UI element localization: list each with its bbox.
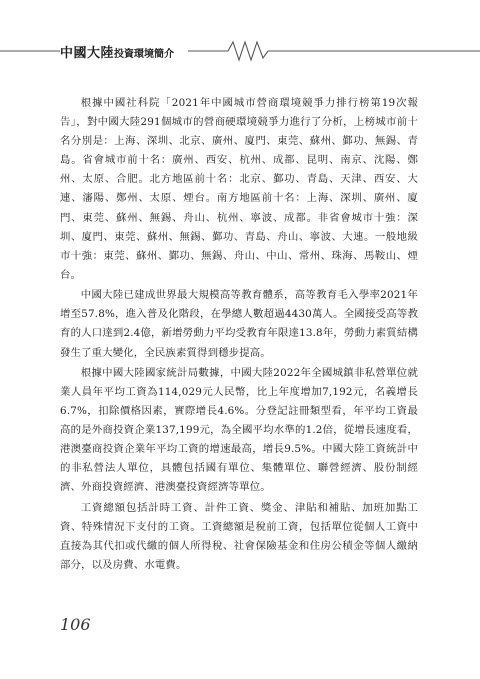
paragraph-city-ranking: 根據中國社科院「2021年中國城市營商環境競爭力排行榜第19次報告」，對中國大陸291個城市的營商硬環境競爭力進行了分析，上榜城市前十名分別是：上海、深圳、北京、廣州、廈門、東莞、蘇州、鄞功、無錫、青島。省會城市前十名：廣州、西安、杭州、成都、昆明、南京、沈陽、鄭州、太原、合肥。北方地區前十名：北京、鄞功、青島、天津、西安、大連、瀋陽、鄭州、太原、煙台。南方地區前十名：上海、深圳、廣州、廈門、東莞、蘇州、無錫、舟山、杭州、寧波、成都。非省會城市十強：深圳、廈門、東莞、蘇州、無錫、鄞功、青島、舟山、寧波、大連。一般地級市十強：東莞、蘇州、鄞功、無錫、舟山、中山、常州、珠海、馬鞍山、煙台。 <box>60 97 418 281</box>
running-header <box>0 36 480 64</box>
header-title-main: 中國大陸 <box>60 46 115 61</box>
paragraph-wages: 根據中國大陸國家統計局數據，中國大陸2022年全國城鎮非私營單位就業人員年平均工資為114,029元人民幣，比上年度增加7,192元，名義增長6.7%，扣除價格因素，實際增長4.6%。分登記註冊類型看，年平均工資最高的是外商投資企業137,199元，為全國平均水準的1.2倍，從增長速度看，港澳臺商投資企業年平均工資的增速最高，增長9.5%。中國大陸工資統計中的非私營法人單位，具體包括國有單位、集體單位、聯營經濟、股份制經濟、外商投資經濟、港澳臺投資經濟等單位。 <box>60 366 418 494</box>
body-text <box>60 94 418 577</box>
paragraph-wage-composition: 工資總額包括計時工資、計件工資、獎金、津貼和補貼、加班加點工資、特殊情況下支付的工資。工資總額是稅前工資，包括單位從個人工資中直接為其代扣或代繳的個人所得稅、社會保險基金和住房公積金等個人繳納部分，以及房費、水電費。 <box>60 501 418 572</box>
header-title-sub: 投資環境簡介 <box>114 49 175 60</box>
paragraph-education: 中國大陸已建成世界最大規模高等教育體系，高等教育毛入學率2021年增至57.8%，進入普及化階段，在學總人數超過4430萬人。全國接受高等教育的人口達到2.4億，新增勞動力平均受教育年限達13.8年，勞動力素質結構發生了重大變化，全民族素質得到穩步提高。 <box>60 289 418 359</box>
page-number: 106 <box>60 615 91 634</box>
header-title <box>60 42 174 61</box>
